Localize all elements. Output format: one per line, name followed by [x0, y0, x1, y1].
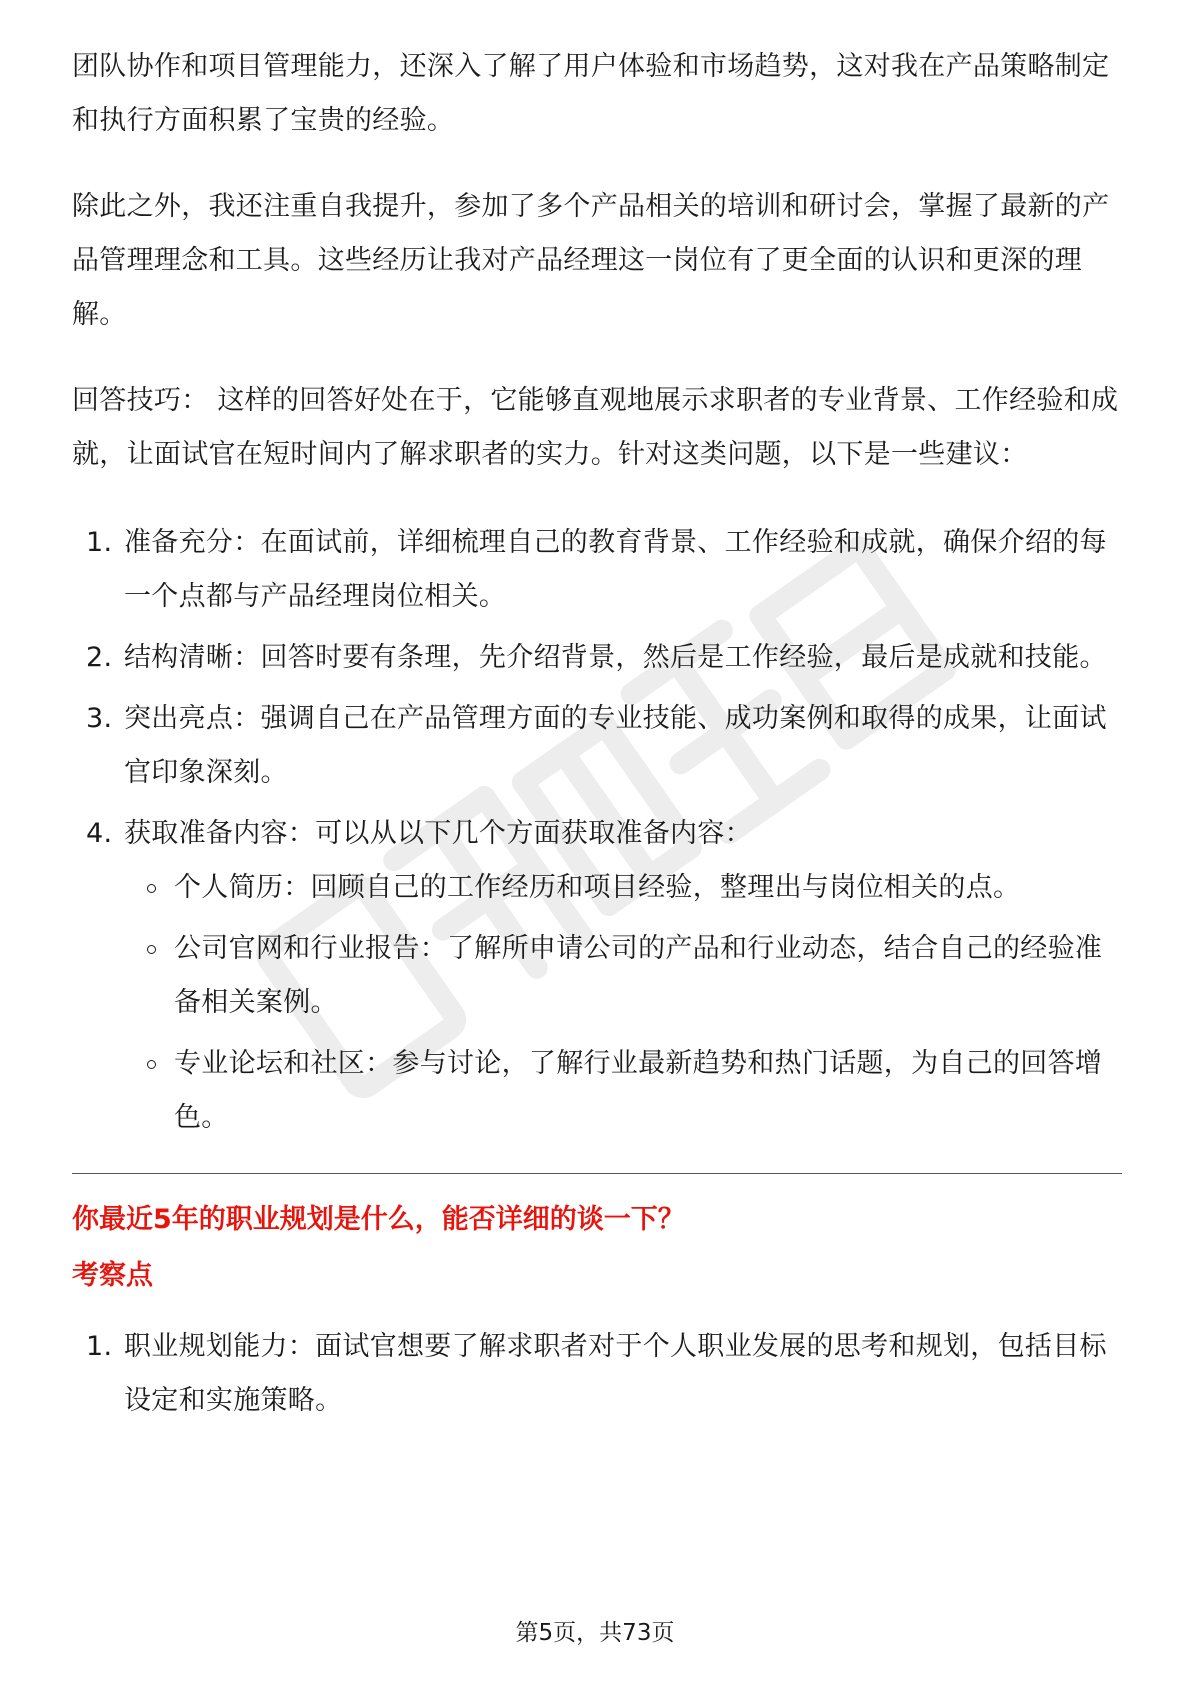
- tips-paragraph: 回答技巧： 这样的回答好处在于，它能够直观地展示求职者的专业背景、工作经验和成就，让面试官在短时间内了解求职者的实力。针对这类问题，以下是一些建议：: [72, 385, 1119, 470]
- paragraph-self-improvement: 除此之外，我还注重自我提升，参加了多个产品相关的培训和研讨会，掌握了最新的产品管理理念和工具。这些经历让我对产品经理这一岗位有了更全面的认识和更深的理解。: [72, 191, 1110, 330]
- circle-bullet-icon: [147, 884, 156, 893]
- list-item: [72, 631, 1122, 685]
- intro-paragraph: 团队协作和项目管理能力，还深入了解了用户体验和市场趋势，这对我在产品策略制定和执行方面积累了宝贵的经验。: [72, 51, 1110, 136]
- list-number: 4.: [86, 818, 113, 849]
- sub-list-item: [124, 922, 1122, 1030]
- section-label: 考察点: [72, 1260, 153, 1291]
- list-item-text: 获取准备内容：可以从以下几个方面获取准备内容：: [124, 818, 752, 849]
- circle-bullet-icon: [147, 1060, 156, 1069]
- list-number: 1.: [86, 1331, 113, 1362]
- list-item: [72, 807, 1122, 1145]
- list-item-text: 结构清晰：回答时要有条理，先介绍背景，然后是工作经验，最后是成就和技能。: [124, 642, 1107, 673]
- tips-list: [72, 516, 1122, 1145]
- list-item-text: 职业规划能力：面试官想要了解求职者对于个人职业发展的思考和规划，包括目标设定和实施策略。: [124, 1331, 1107, 1416]
- list-item: [72, 516, 1122, 624]
- list-number: 2.: [86, 642, 113, 673]
- sub-list-item: [124, 1037, 1122, 1145]
- section-divider: [72, 1173, 1122, 1174]
- page-number: 第5页，共73页: [515, 1620, 675, 1646]
- list-item-text: 准备充分：在面试前，详细梳理自己的教育背景、工作经验和成就，确保介绍的每一个点都与产品经理岗位相关。: [124, 527, 1107, 612]
- sub-list-item-text: 公司官网和行业报告：了解所申请公司的产品和行业动态，结合自己的经验准备相关案例。: [174, 933, 1103, 1018]
- list-number: 3.: [86, 703, 113, 734]
- sub-list-item-text: 专业论坛和社区：参与讨论，了解行业最新趋势和热门话题，为自己的回答增色。: [174, 1048, 1103, 1133]
- list-item: [72, 1320, 1122, 1428]
- list-item-text: 突出亮点：强调自己在产品管理方面的专业技能、成功案例和取得的成果，让面试官印象深刻。: [124, 703, 1107, 788]
- sub-list-item-text: 个人简历：回顾自己的工作经历和项目经验，整理出与岗位相关的点。: [174, 872, 1021, 903]
- sources-list: [124, 861, 1122, 1145]
- assessment-points-list: [72, 1320, 1122, 1428]
- list-item: [72, 692, 1122, 800]
- sub-list-item: [124, 861, 1122, 915]
- list-number: 1.: [86, 527, 113, 558]
- document-page: [72, 40, 1122, 1435]
- question-heading: 你最近5年的职业规划是什么，能否详细的谈一下？: [72, 1204, 685, 1235]
- circle-bullet-icon: [147, 945, 156, 954]
